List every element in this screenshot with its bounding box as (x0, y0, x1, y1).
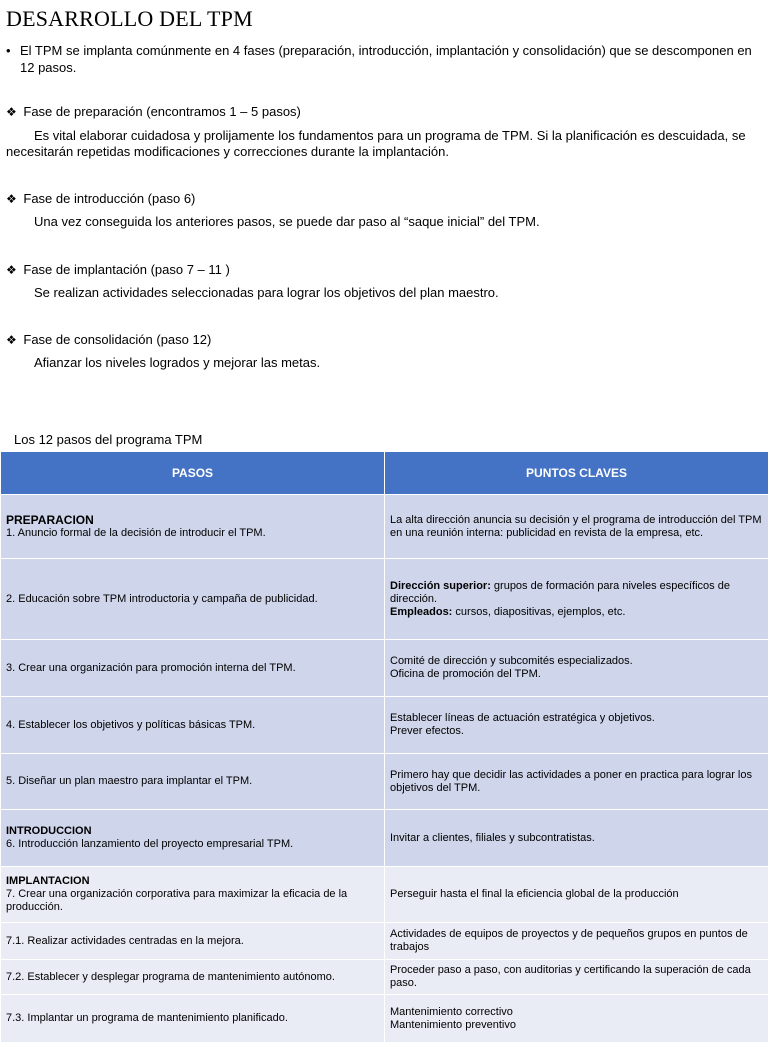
key-point-text: Invitar a clientes, filiales y subcontratistas. (390, 831, 595, 844)
key-points-cell (385, 640, 769, 697)
key-points-cell (385, 960, 769, 995)
phase-heading-consolidacion (6, 331, 211, 349)
page-title: DESARROLLO DEL TPM (6, 6, 253, 31)
key-point-text: grupos de formación para niveles específicos de dirección. (390, 579, 730, 605)
bullet-icon: • (6, 43, 11, 58)
key-point-text: Oficina de promoción del TPM. (390, 668, 541, 680)
phase-description-text: Una vez conseguida los anteriores pasos, se puede dar paso al “saque inicial” del TPM. (34, 214, 540, 229)
key-points-cell (385, 697, 769, 754)
key-point-text: Mantenimiento preventivo (390, 1018, 516, 1031)
table-row (1, 810, 769, 867)
phase-description-implantacion (6, 285, 756, 301)
step-cell (1, 960, 385, 995)
key-point-text: Establecer líneas de actuación estratégica y objetivos. (390, 712, 655, 724)
step-text: 4. Establecer los objetivos y políticas básicas TPM. (6, 718, 256, 731)
step-cell (1, 495, 385, 559)
intro-paragraph (6, 42, 762, 76)
step-cell (1, 867, 385, 923)
column-header-puntos-claves: PUNTOS CLAVES (385, 452, 769, 495)
phase-description-consolidacion (6, 355, 756, 371)
diamond-bullet-icon: ❖ (6, 263, 17, 277)
step-cell (1, 923, 385, 960)
key-point-line (390, 580, 763, 606)
diamond-bullet-icon: ❖ (6, 333, 17, 347)
key-point-text: Perseguir hasta el final la eficiencia global de la producción (390, 888, 679, 900)
key-points-cell (385, 995, 769, 1043)
column-header-pasos: PASOS (1, 452, 385, 495)
steps-table (0, 451, 769, 1043)
table-caption: Los 12 pasos del programa TPM (14, 432, 203, 447)
key-point-line (390, 606, 763, 619)
key-point-text: La alta dirección anuncia su decisión y el programa de introducción del TPM en una reunión interna: publicidad en revista de la empresa, etc. (390, 513, 762, 539)
key-points-cell (385, 495, 769, 559)
step-text: 3. Crear una organización para promoción interna del TPM. (6, 661, 296, 674)
key-point-bold: Empleados: (390, 605, 453, 618)
intro-text: El TPM se implanta comúnmente en 4 fases (preparación, introducción, implantación y consolidación) que se descomponen en 12 pasos. (20, 43, 752, 75)
key-point-text: Proceder paso a paso, con auditorias y certificando la superación de cada paso. (390, 964, 751, 989)
step-text: 6. Introducción lanzamiento del proyecto empresarial TPM. (6, 838, 294, 850)
key-points-cell (385, 810, 769, 867)
table-row (1, 923, 769, 960)
step-text: 7.1. Realizar actividades centradas en la mejora. (6, 934, 244, 947)
key-point-bold: Dirección superior: (390, 579, 491, 592)
key-points-cell (385, 867, 769, 923)
key-point-text: Primero hay que decidir las actividades a poner en practica para lograr los objetivos del TPM. (390, 768, 752, 794)
phase-heading-text: Fase de implantación (paso 7 – 11 ) (23, 262, 230, 277)
phase-label: IMPLANTACION (6, 875, 90, 887)
phase-description-text: Afianzar los niveles logrados y mejorar las metas. (34, 355, 321, 370)
phase-heading-preparacion (6, 103, 301, 121)
step-cell (1, 697, 385, 754)
step-cell (1, 810, 385, 867)
table-row (1, 754, 769, 810)
step-text: 2. Educación sobre TPM introductoria y campaña de publicidad. (6, 592, 318, 605)
table-row (1, 867, 769, 923)
step-cell (1, 754, 385, 810)
phase-description-introduccion (6, 214, 756, 230)
step-cell (1, 995, 385, 1043)
phase-heading-text: Fase de preparación (encontramos 1 – 5 pasos) (23, 104, 301, 119)
phase-label: PREPARACION (6, 512, 94, 527)
phase-heading-text: Fase de introducción (paso 6) (23, 191, 196, 206)
table-row (1, 995, 769, 1043)
key-points-cell (385, 559, 769, 640)
key-point-text: Prever efectos. (390, 725, 464, 737)
key-point-text: Mantenimiento correctivo (390, 1005, 513, 1018)
step-text: 1. Anuncio formal de la decisión de introducir el TPM. (6, 526, 266, 539)
phase-heading-text: Fase de consolidación (paso 12) (23, 332, 212, 347)
diamond-bullet-icon: ❖ (6, 192, 17, 206)
step-cell (1, 640, 385, 697)
key-points-cell (385, 754, 769, 810)
table-row (1, 640, 769, 697)
diamond-bullet-icon: ❖ (6, 105, 17, 119)
phase-description-preparacion (6, 128, 756, 160)
table-row (1, 495, 769, 559)
table-row (1, 960, 769, 995)
phase-description-text: Es vital elaborar cuidadosa y prolijamente los fundamentos para un programa de TPM. Si la planificación es descuidada, se necesitarán repetidas modificaciones y correcciones durante la implantación. (6, 128, 746, 159)
step-text: 7. Crear una organización corporativa para maximizar la eficacia de la producción. (6, 888, 348, 913)
key-point-text: cursos, diapositivas, ejemplos, etc. (452, 605, 626, 618)
table-row (1, 697, 769, 754)
step-text: 5. Diseñar un plan maestro para implantar el TPM. (6, 775, 253, 787)
step-text: 7.2. Establecer y desplegar programa de mantenimiento autónomo. (6, 970, 335, 983)
key-point-text: Comité de dirección y subcomités especializados. (390, 655, 633, 667)
key-point-text: Actividades de equipos de proyectos y de pequeños grupos en puntos de trabajos (390, 928, 748, 953)
phase-description-text: Se realizan actividades seleccionadas para lograr los objetivos del plan maestro. (34, 285, 499, 300)
step-cell (1, 559, 385, 640)
key-points-cell (385, 923, 769, 960)
phase-heading-introduccion (6, 190, 195, 208)
phase-heading-implantacion (6, 261, 230, 279)
phase-label: INTRODUCCION (6, 825, 92, 837)
table-header-row (1, 452, 769, 495)
step-text: 7.3. Implantar un programa de mantenimiento planificado. (6, 1012, 288, 1024)
table-row (1, 559, 769, 640)
